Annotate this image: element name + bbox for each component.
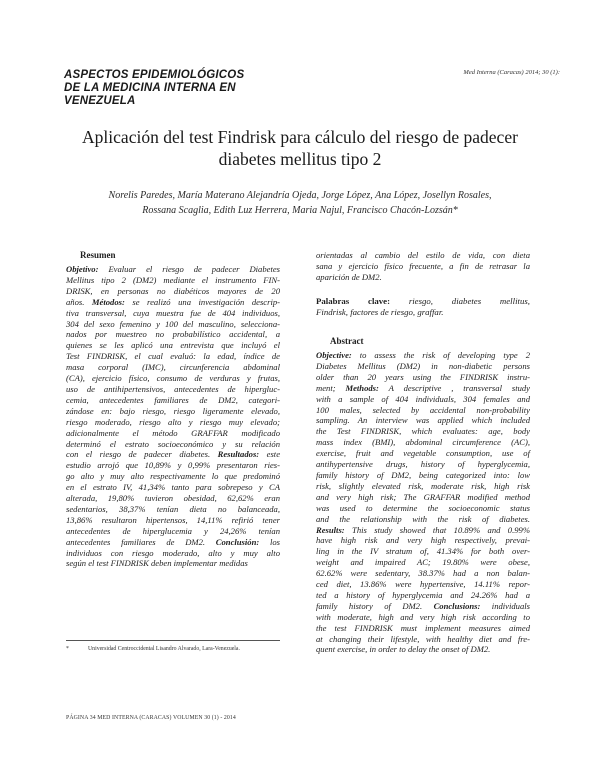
- abstract-line: [316, 535, 530, 546]
- resumen-line: [66, 308, 280, 319]
- line-text: quent exercise, in order to delay the onset of DM2.: [316, 644, 491, 655]
- line-text: según el test FINDRISK deben implementar medidas: [66, 558, 248, 569]
- line-text: the Test FINDRISK, which evaluates: age, body: [316, 426, 530, 437]
- article-title: [40, 126, 560, 170]
- affiliation-footnote: [66, 646, 286, 652]
- line-text: ling in the IV stratum of, 41.34% for both over-: [316, 546, 530, 557]
- line-text: nados por muestreo no probabilístico accidental, a: [66, 329, 280, 340]
- resumen-line: [66, 417, 280, 428]
- abstract-body: [316, 350, 530, 655]
- run-in-label: Conclusión:: [215, 536, 260, 547]
- footnote-mark: *: [66, 646, 69, 652]
- resumen-line: [66, 449, 280, 460]
- abstract-line: [316, 426, 530, 437]
- resumen-continuation-line: [316, 250, 530, 261]
- line-text: se realizó una investigación descrip-: [124, 296, 280, 307]
- resumen-line: [66, 373, 280, 384]
- line-text: 304 del sexo femenino y 100 del masculino, selecciona-: [66, 318, 280, 329]
- line-text: masa corporal (IMC), circunferencia abdominal: [66, 362, 280, 373]
- abstract-line: [316, 361, 530, 372]
- line-text: with a sample of 404 individuals, 304 females and: [316, 393, 530, 404]
- abstract-line: [316, 448, 530, 459]
- resumen-line: [66, 460, 280, 471]
- line-text: Test FINDRISK, el cual evaluó: la edad, índice de: [66, 351, 280, 362]
- line-text: individuals: [480, 600, 530, 611]
- abstract-line: [316, 579, 530, 590]
- abstract-line: [316, 394, 530, 405]
- abstract-line: [316, 437, 530, 448]
- line-text: go alto y muy alto respectivamente lo que predominó: [66, 471, 280, 482]
- resumen-continuation-line: [316, 261, 530, 272]
- abstract-line: [316, 405, 530, 416]
- line-text: zándose en: bajo riesgo, riesgo ligeramente elevado,: [66, 405, 280, 416]
- line-text: sedentarios, 38,37% tenían dieta no balanceada,: [66, 503, 280, 514]
- line-text: sampling. An interview was applied which included: [316, 415, 530, 426]
- abstract-heading: Abstract: [330, 336, 364, 346]
- resumen-line: [66, 395, 280, 406]
- line-text: tiva transversal, cuya muestra fue de 404 individuos,: [66, 307, 280, 318]
- line-text: exercise, fruit and vegetable consumption, use of: [316, 448, 530, 459]
- line-text: este: [259, 449, 281, 460]
- line-text: orientadas al cambio del estilo de vida, con dieta: [316, 250, 530, 260]
- keywords-line-1: riesgo, diabetes mellitus,: [390, 296, 530, 306]
- abstract-line: [316, 372, 530, 383]
- line-text: estudio arrojó que 10,89% y 0,99% presentaron ries-: [66, 460, 280, 471]
- resumen-line: [66, 526, 280, 537]
- resumen-line: [66, 439, 280, 450]
- section-heading-line: ASPECTOS EPIDEMIOLÓGICOS: [64, 69, 245, 81]
- line-text: the test FINDRISK must implement measures aimed: [316, 622, 530, 633]
- resumen-line: [66, 471, 280, 482]
- keywords: [316, 296, 530, 318]
- abstract-line: [316, 568, 530, 579]
- line-text: weight and impaired AC; 19.80% were obese,: [316, 557, 530, 568]
- line-text: Evaluar el riesgo de padecer Diabetes: [98, 264, 280, 274]
- line-text: DRISK, en personas no diabéticos mayores de 20: [66, 285, 280, 296]
- resumen-line: [66, 319, 280, 330]
- abstract-line: [316, 634, 530, 645]
- line-text: quienes se les aplicó una entrevista que incluyó el: [66, 340, 280, 351]
- line-text: at changing their lifestyle, with healthy diet and fre-: [316, 633, 530, 644]
- line-text: años.: [66, 296, 92, 307]
- abstract-line: [316, 601, 530, 612]
- run-in-label: Resultados:: [217, 449, 260, 460]
- resumen-line: [66, 384, 280, 395]
- author-line: Norelis Paredes, María Materano Alejandría Ojeda, Jorge López, Ana López, Josellyn Rosales,: [108, 190, 492, 201]
- abstract-line: [316, 557, 530, 568]
- section-heading-line: VENEZUELA: [64, 95, 136, 107]
- line-text: determinó el estrato socioeconómico y su relación: [66, 438, 280, 449]
- footnote-rule: [66, 640, 280, 641]
- resumen-line: [66, 264, 280, 275]
- section-heading: [64, 69, 294, 108]
- line-text: ment;: [316, 382, 346, 393]
- author-line: Rossana Scaglia, Edith Luz Herrera, Maria Najul, Francisco Chacón-Lozsán*: [142, 205, 458, 216]
- page-footer: PÁGINA 34 MED INTERNA (CARACAS) VOLUMEN 30 (1) - 2014: [66, 715, 236, 721]
- resumen-line: [66, 558, 280, 569]
- line-text: aparición de DM2.: [316, 271, 382, 282]
- abstract-line: [316, 383, 530, 394]
- run-in-label: Métodos:: [91, 296, 125, 307]
- resumen-line: [66, 297, 280, 308]
- resumen-line: [66, 275, 280, 286]
- abstract-line: [316, 503, 530, 514]
- resumen-line: [66, 504, 280, 515]
- abstract-line: [316, 525, 530, 536]
- line-text: mass index (BMI), abdominal circumference (AC),: [316, 437, 530, 448]
- line-text: was used to determine the socioeconomic status: [316, 502, 530, 513]
- line-text: en el estrato IV, 41,34% tanto para sobrepeso y CA: [66, 482, 280, 493]
- abstract-line: [316, 514, 530, 525]
- resumen-continuation-line: [316, 272, 530, 283]
- abstract-line: [316, 546, 530, 557]
- line-text: antecedentes familiares de DM2.: [66, 536, 216, 547]
- line-text: 62.62% were sedentary, 38.37% had a non balan-: [316, 568, 530, 579]
- line-text: 100 males, selected by accidental non-probability: [316, 404, 530, 415]
- journal-reference: Med Interna (Caracas) 2014; 30 (1):: [463, 69, 560, 76]
- author-list: [50, 188, 550, 218]
- line-text: antecedentes de hiperglucemia y 24,26% tenían: [66, 525, 280, 536]
- run-in-label: Methods:: [345, 382, 379, 393]
- resumen-line: [66, 548, 280, 559]
- abstract-line: [316, 623, 530, 634]
- run-in-label: Conclusions:: [433, 600, 481, 611]
- resumen-body: [66, 264, 280, 569]
- line-text: Diabetes Mellitus (DM2) in non-diabetic persons: [316, 360, 530, 371]
- run-in-label: Objective:: [316, 350, 352, 360]
- resumen-line: [66, 351, 280, 362]
- line-text: older than 20 years using the FINDRISK instru-: [316, 371, 530, 382]
- resumen-line: [66, 286, 280, 297]
- abstract-line: [316, 492, 530, 503]
- resumen-line: [66, 362, 280, 373]
- title-line: diabetes mellitus tipo 2: [218, 149, 382, 169]
- line-text: to assess the risk of developing type 2: [351, 350, 530, 360]
- line-text: A descriptive , transversal study: [378, 382, 530, 393]
- resumen-line: [66, 482, 280, 493]
- line-text: ted a history of hyperglycemia and 24.26% had a: [316, 589, 530, 600]
- resumen-line: [66, 493, 280, 504]
- line-text: alterada, 19,80% tuvieron obesidad, 62,62% eran: [66, 493, 280, 504]
- resumen-line: [66, 537, 280, 548]
- line-text: family history of DM2, being categorized into: low: [316, 469, 530, 480]
- footnote-text: Universidad Centroccidental Lisandro Alvarado, Lara-Venezuela.: [88, 646, 240, 652]
- line-text: con el riesgo de padecer diabetes.: [66, 449, 218, 460]
- line-text: Mellitus tipo 2 (DM2) mediante el instrumento FIN-: [66, 274, 280, 285]
- line-text: antihypertensive drugs, history of hyperglycemia,: [316, 459, 530, 470]
- section-heading-line: DE LA MEDICINA INTERNA EN: [64, 82, 236, 94]
- run-in-label: Results:: [316, 524, 345, 535]
- abstract-line: [316, 459, 530, 470]
- line-text: uso de antihipertensivos, antecedentes de hipergluc-: [66, 383, 280, 394]
- keywords-line-2: Findrisk, factores de riesgo, graffar.: [316, 307, 444, 317]
- line-text: (CA), ejercicio físico, consumo de verduras y frutas,: [66, 373, 280, 384]
- abstract-line: [316, 350, 530, 361]
- line-text: risk, slightly elevated risk, moderate risk, high risk: [316, 480, 530, 491]
- title-line: Aplicación del test Findrisk para cálculo del riesgo de padecer: [82, 127, 518, 147]
- line-text: family history of DM2.: [316, 600, 434, 611]
- abstract-line: [316, 590, 530, 601]
- keywords-label: Palabras clave:: [316, 296, 391, 306]
- run-in-label: Objetivo:: [66, 264, 99, 274]
- resumen-continuation: [316, 250, 530, 283]
- line-text: have high risk and very high respectively, prevai-: [316, 535, 530, 546]
- abstract-line: [316, 470, 530, 481]
- resumen-heading: Resumen: [80, 250, 116, 260]
- line-text: adicionalmente el método GRAFFAR modificado: [66, 427, 280, 438]
- abstract-line: [316, 644, 530, 655]
- resumen-line: [66, 428, 280, 439]
- resumen-line: [66, 329, 280, 340]
- resumen-line: [66, 406, 280, 417]
- line-text: riesgo moderado, riesgo alto y riesgo muy elevado;: [66, 416, 280, 427]
- line-text: and very high risk; The GRAFFAR modified method: [316, 491, 530, 502]
- line-text: and the relationship with the risk of diabetes.: [316, 513, 530, 524]
- line-text: 13,86% resultaron hipertensos, 14,11% refirió tener: [66, 514, 280, 525]
- abstract-line: [316, 612, 530, 623]
- line-text: sana y ejercicio físico frecuente, a fin de retrasar la: [316, 260, 530, 271]
- abstract-line: [316, 481, 530, 492]
- line-text: cemia, antecedentes familiares de DM2, categori-: [66, 394, 280, 405]
- abstract-line: [316, 415, 530, 426]
- line-text: ced diet, 13.86% were hypertensive, 14.11% repor-: [316, 579, 530, 590]
- line-text: individuos con riesgo moderado, alto y muy alto: [66, 547, 280, 558]
- resumen-line: [66, 515, 280, 526]
- line-text: with moderate, high and very high risk according to: [316, 611, 530, 622]
- resumen-line: [66, 340, 280, 351]
- line-text: los: [259, 536, 280, 547]
- line-text: This study showed that 10.89% and 0.99%: [344, 524, 530, 535]
